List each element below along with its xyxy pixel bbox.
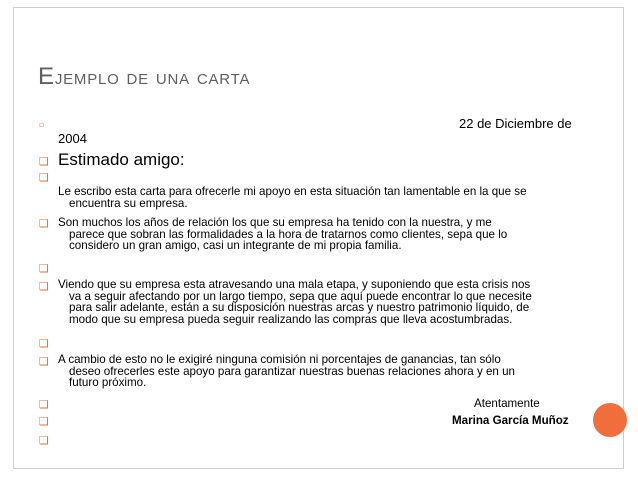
- closing: Atentamente: [474, 397, 540, 410]
- orange-circle-icon: [593, 403, 627, 437]
- paragraph-4: [58, 354, 515, 389]
- paragraph-line: Son muchos los años de relación los que su empresa ha tenido con la nuestra, y me: [58, 216, 492, 229]
- greeting: Estimado amigo:: [58, 150, 185, 169]
- signature: Marina García Muñoz: [452, 414, 569, 427]
- title-initial: E: [38, 63, 55, 90]
- bullet-icon: ❑: [39, 171, 49, 184]
- bullet-icon: ❑: [39, 355, 49, 368]
- paragraph-line: para salir adelante, están a su disposición nuestras arcas y nuestro patrimonio líquido, de: [69, 301, 530, 315]
- bullet-icon: ❑: [39, 337, 49, 350]
- paragraph-line: futuro próximo.: [69, 376, 147, 390]
- small-bullet-icon: ▫: [39, 120, 45, 129]
- bullet-icon: ❑: [39, 415, 49, 428]
- paragraph-line: Viendo que su empresa esta atravesando una mala etapa, y suponiendo que esta crisis nos: [58, 278, 531, 291]
- bullet-icon: ❑: [39, 398, 49, 411]
- paragraph-line: encuentra su empresa.: [69, 196, 188, 210]
- bullet-icon: ❑: [39, 155, 49, 168]
- bullet-icon: ❑: [39, 434, 49, 447]
- paragraph-line: A cambio de esto no le exigiré ninguna comisión ni porcentajes de ganancias, tan sólo: [58, 353, 501, 366]
- bullet-icon: ❑: [39, 217, 49, 230]
- date-line: 22 de Diciembre de: [459, 116, 572, 131]
- title-rest: jemplo de una carta: [54, 64, 251, 89]
- paragraph-2: [58, 217, 507, 252]
- paragraph-3: [58, 279, 532, 325]
- bullet-icon: ❑: [39, 280, 49, 293]
- paragraph-line: modo que su empresa pueda seguir realizando las compras que lleva acostumbradas.: [69, 312, 513, 326]
- slide-title: [38, 63, 250, 91]
- paragraph-1: [58, 186, 527, 209]
- paragraph-line: parece que sobran las formalidades a la hora de tratarnos como clientes, sepa que lo: [69, 227, 508, 241]
- paragraph-line: Le escribo esta carta para ofrecerle mi apoyo en esta situación tan lamentable en la que se: [58, 185, 527, 198]
- paragraph-line: va a seguir afectando por un largo tiempo, sepa que aquí puede encontrar lo que necesite: [69, 289, 532, 303]
- bullet-icon: ❑: [39, 262, 49, 275]
- paragraph-line: considero un gran amigo, casi un integrante de mi propia familia.: [69, 239, 402, 253]
- paragraph-line: deseo ofrecerles este apoyo para garantizar nuestras buenas relaciones ahora y en un: [69, 364, 515, 378]
- date-year: 2004: [58, 131, 87, 146]
